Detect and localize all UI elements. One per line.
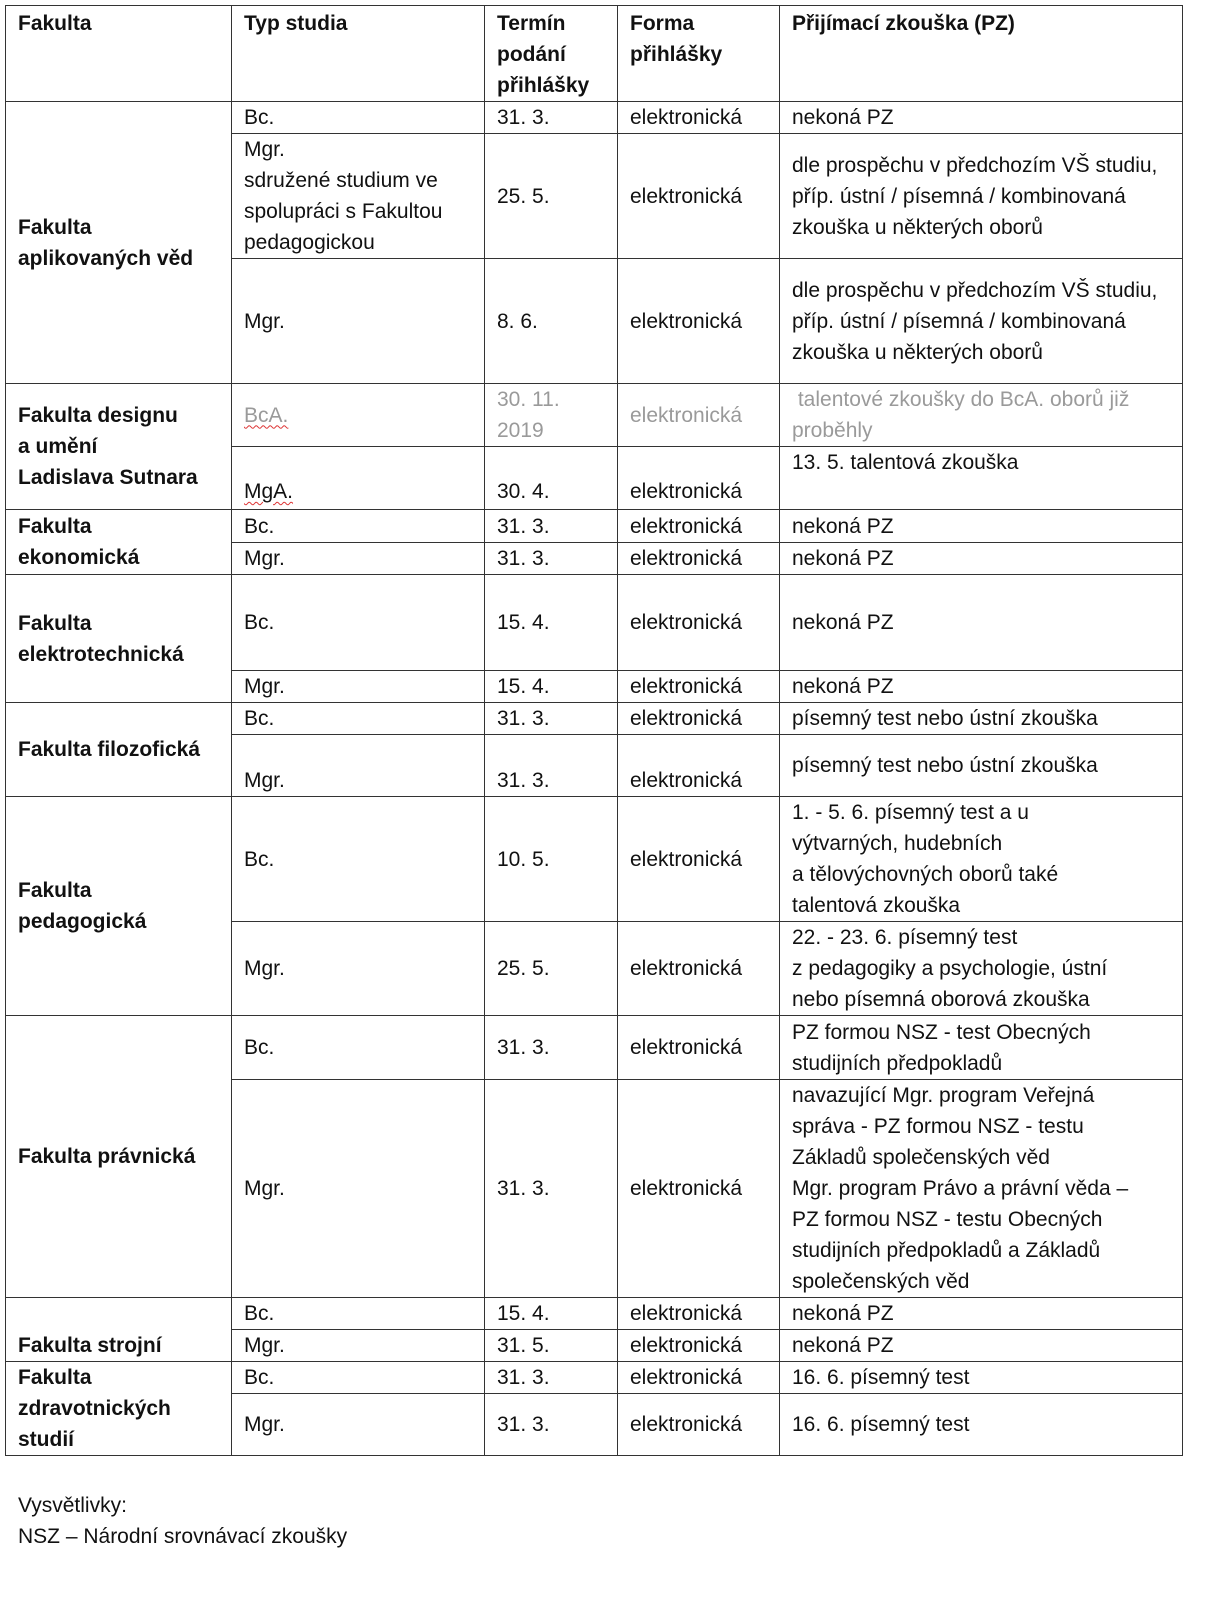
faculty-name: Fakulta právnická <box>6 1016 232 1298</box>
entrance-exam: 22. - 23. 6. písemný test z pedagogiky a psychologie, ústní nebo písemná oborová zkouška <box>780 922 1183 1016</box>
deadline: 31. 3. <box>485 703 618 735</box>
application-form: elektronická <box>618 1394 780 1456</box>
application-form: elektronická <box>618 259 780 384</box>
study-type: Bc. <box>232 1362 485 1394</box>
entrance-exam: 16. 6. písemný test <box>780 1394 1183 1456</box>
entrance-exam: nekoná PZ <box>780 510 1183 543</box>
study-type: Mgr. <box>232 1080 485 1298</box>
deadline: 8. 6. <box>485 259 618 384</box>
table-row <box>6 1016 1183 1080</box>
application-form: elektronická <box>618 735 780 797</box>
application-form: elektronická <box>618 1330 780 1362</box>
deadline: 31. 3. <box>485 543 618 575</box>
legend-title: Vysvětlivky: <box>18 1494 127 1517</box>
faculty-name: Fakulta zdravotnických studií <box>6 1362 232 1456</box>
entrance-exam: písemný test nebo ústní zkouška <box>780 703 1183 735</box>
study-type: Bc. <box>232 703 485 735</box>
study-type: Mgr. <box>232 922 485 1016</box>
application-form: elektronická <box>618 922 780 1016</box>
application-form: elektronická <box>618 134 780 259</box>
study-type <box>232 384 485 447</box>
header-study-type: Typ studia <box>232 6 485 102</box>
deadline: 25. 5. <box>485 922 618 1016</box>
deadline: 15. 4. <box>485 1298 618 1330</box>
table-row <box>6 1298 1183 1330</box>
faculty-name: Fakulta filozofická <box>6 703 232 797</box>
application-form: elektronická <box>618 575 780 671</box>
faculty-name: Fakulta pedagogická <box>6 797 232 1016</box>
study-type: Bc. <box>232 1298 485 1330</box>
application-form: elektronická <box>618 447 780 510</box>
study-type: Bc. <box>232 102 485 134</box>
deadline: 31. 3. <box>485 1362 618 1394</box>
study-type: Bc. <box>232 575 485 671</box>
entrance-exam: 1. - 5. 6. písemný test a u výtvarných, hudebních a tělovýchovných oborů také talentová zkouška <box>780 797 1183 922</box>
deadline: 31. 3. <box>485 1080 618 1298</box>
table-row <box>6 797 1183 922</box>
header-deadline: Termín podání přihlášky <box>485 6 618 102</box>
study-type: Bc. <box>232 1016 485 1080</box>
application-form: elektronická <box>618 384 780 447</box>
study-type: Mgr. <box>232 735 485 797</box>
application-form: elektronická <box>618 671 780 703</box>
entrance-exam: 16. 6. písemný test <box>780 1362 1183 1394</box>
table-row <box>6 575 1183 671</box>
header-faculty: Fakulta <box>6 6 232 102</box>
deadline: 31. 3. <box>485 1394 618 1456</box>
study-type-text: MgA. <box>244 480 294 503</box>
study-type: Mgr. <box>232 1394 485 1456</box>
study-type: Mgr. sdružené studium ve spolupráci s Fakultou pedagogickou <box>232 134 485 259</box>
legend <box>18 1490 347 1552</box>
entrance-exam: nekoná PZ <box>780 1298 1183 1330</box>
entrance-exam: navazující Mgr. program Veřejná správa - PZ formou NSZ - testu Základů společenských věd Mgr. program Právo a právní věda – PZ formou NSZ - testu Obecných studijních předpokladů a Základů společenských věd <box>780 1080 1183 1298</box>
application-form: elektronická <box>618 102 780 134</box>
entrance-exam: nekoná PZ <box>780 543 1183 575</box>
faculty-name: Fakulta elektrotechnická <box>6 575 232 703</box>
faculty-name: Fakulta designu a umění Ladislava Sutnara <box>6 384 232 510</box>
application-form: elektronická <box>618 1080 780 1298</box>
study-type: Mgr. <box>232 671 485 703</box>
study-type <box>232 447 485 510</box>
deadline: 25. 5. <box>485 134 618 259</box>
application-form: elektronická <box>618 1362 780 1394</box>
study-type: Mgr. <box>232 1330 485 1362</box>
deadline: 31. 3. <box>485 102 618 134</box>
entrance-exam: dle prospěchu v předchozím VŠ studiu, příp. ústní / písemná / kombinovaná zkouška u některých oborů <box>780 259 1183 384</box>
application-form: elektronická <box>618 797 780 922</box>
faculty-name: Fakulta ekonomická <box>6 510 232 575</box>
header-entrance-exam: Přijímací zkouška (PZ) <box>780 6 1183 102</box>
entrance-exam: nekoná PZ <box>780 671 1183 703</box>
entrance-exam: nekoná PZ <box>780 102 1183 134</box>
deadline: 31. 3. <box>485 510 618 543</box>
entrance-exam: talentové zkoušky do BcA. oborů již proběhly <box>780 384 1183 447</box>
faculty-name: Fakulta aplikovaných věd <box>6 102 232 384</box>
entrance-exam: písemný test nebo ústní zkouška <box>780 735 1183 797</box>
entrance-exam: nekoná PZ <box>780 1330 1183 1362</box>
application-form: elektronická <box>618 703 780 735</box>
table-row <box>6 384 1183 447</box>
study-type: Mgr. <box>232 543 485 575</box>
study-type: Bc. <box>232 797 485 922</box>
deadline: 31. 3. <box>485 1016 618 1080</box>
entrance-exam: nekoná PZ <box>780 575 1183 671</box>
study-type-text: BcA. <box>244 403 289 427</box>
study-type: Bc. <box>232 510 485 543</box>
admissions-table <box>5 5 1183 1456</box>
table-row <box>6 703 1183 735</box>
table-row <box>6 1362 1183 1394</box>
table-row <box>6 102 1183 134</box>
application-form: elektronická <box>618 1298 780 1330</box>
header-application-form: Forma přihlášky <box>618 6 780 102</box>
deadline: 30. 11. 2019 <box>485 384 618 447</box>
deadline: 30. 4. <box>485 447 618 510</box>
application-form: elektronická <box>618 510 780 543</box>
table-header-row <box>6 6 1183 102</box>
application-form: elektronická <box>618 543 780 575</box>
application-form: elektronická <box>618 1016 780 1080</box>
deadline: 15. 4. <box>485 575 618 671</box>
entrance-exam: PZ formou NSZ - test Obecných studijních předpokladů <box>780 1016 1183 1080</box>
deadline: 31. 3. <box>485 735 618 797</box>
deadline: 31. 5. <box>485 1330 618 1362</box>
deadline: 15. 4. <box>485 671 618 703</box>
table-row <box>6 510 1183 543</box>
entrance-exam: 13. 5. talentová zkouška <box>780 447 1183 510</box>
study-type: Mgr. <box>232 259 485 384</box>
entrance-exam: dle prospěchu v předchozím VŠ studiu, příp. ústní / písemná / kombinovaná zkouška u některých oborů <box>780 134 1183 259</box>
faculty-name: Fakulta strojní <box>6 1298 232 1362</box>
deadline: 10. 5. <box>485 797 618 922</box>
legend-item: NSZ – Národní srovnávací zkoušky <box>18 1525 348 1548</box>
